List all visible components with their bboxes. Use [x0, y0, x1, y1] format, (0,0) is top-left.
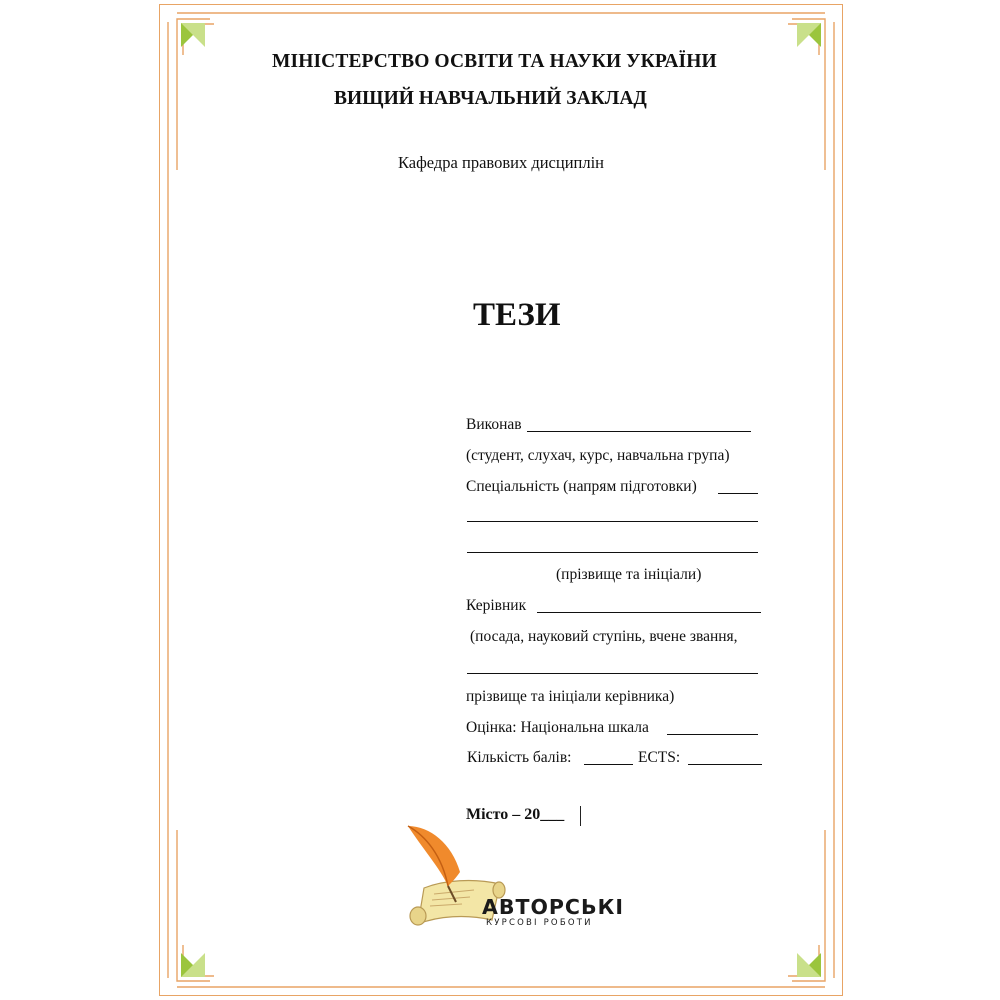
city-year: Місто – 20___ — [466, 806, 565, 823]
supervisor-label: Керівник — [466, 597, 527, 614]
name-note: (прізвище та ініціали) — [556, 566, 702, 583]
logo-wordmark: АВТОРСЬКІ — [482, 895, 624, 919]
blank-line-3 — [467, 673, 758, 674]
supervisor-note-2: прізвище та ініціали керівника) — [466, 688, 675, 705]
performed-by-line — [527, 431, 751, 432]
grade-label: Оцінка: Національна шкала — [466, 719, 649, 736]
ministry-heading: МІНІСТЕРСТВО ОСВІТИ ТА НАУКИ УКРАЇНИ — [272, 51, 717, 72]
blank-line-2 — [467, 552, 758, 553]
specialty-label: Спеціальність (напрям підготовки) — [466, 478, 697, 495]
student-note: (студент, слухач, курс, навчальна група) — [466, 447, 730, 464]
document-title: ТЕЗИ — [473, 297, 561, 333]
specialty-line — [718, 493, 758, 494]
logo-subtitle: КУРСОВІ РОБОТИ — [486, 918, 593, 928]
points-label: Кількість балів: — [467, 749, 572, 766]
supervisor-note-1: (посада, науковий ступінь, вчене звання, — [470, 628, 738, 645]
supervisor-line — [537, 612, 761, 613]
blank-line-1 — [467, 521, 758, 522]
grade-line — [667, 734, 758, 735]
ects-label: ECTS: — [638, 749, 681, 766]
institution-heading: ВИЩИЙ НАВЧАЛЬНИЙ ЗАКЛАД — [334, 88, 647, 109]
points-line — [584, 764, 633, 765]
ects-line — [688, 764, 762, 765]
department-name: Кафедра правових дисциплін — [398, 153, 605, 172]
performed-by-label: Виконав — [466, 416, 522, 433]
